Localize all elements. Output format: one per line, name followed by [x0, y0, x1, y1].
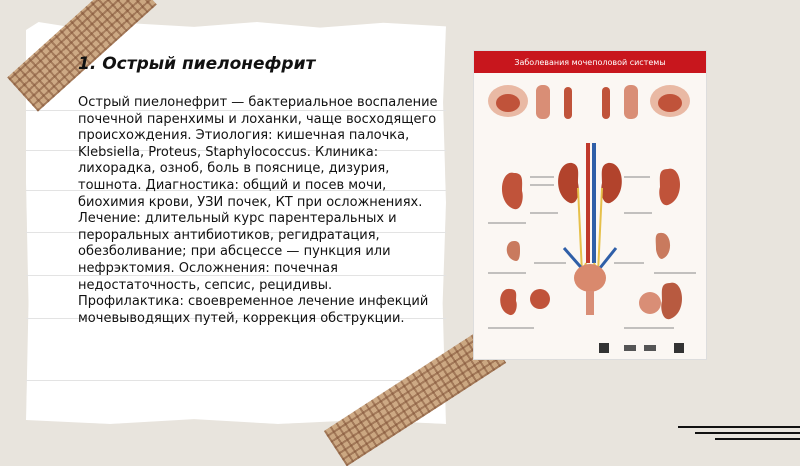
urinary-system-illustration [474, 73, 706, 359]
slide-title: 1. Острый пиелонефрит [78, 54, 316, 74]
decorative-lines [675, 420, 800, 445]
anatomy-poster-image [473, 50, 707, 360]
paper-rule [26, 380, 446, 381]
poster-title: Заболевания мочеполовой системы [474, 51, 706, 73]
slide-body-text: Острый пиелонефрит — бактериальное воспаление почечной паренхимы и лоханки, чаще восходящего происхождения. Этиология: кишечная палочка, Klebsiella, Proteus, Staphylococcus. Клиника: лихорадка, озноб, боль в пояснице, дизурия, тошнота. Диагностика: общий и посев мочи, биохимия крови, УЗИ почек, КТ при осложнениях. Лечение: длительный курс парентеральных и пероральных антибиотиков, регидратация, обезболивание; при абсцессе — пункция или нефрэктомия. Осложнения: почечная недостаточность, сепсис, рецидивы. Профилактика: своевременное лечение инфекций мочевыводящих путей, коррекция обструкции. [78, 95, 438, 326]
